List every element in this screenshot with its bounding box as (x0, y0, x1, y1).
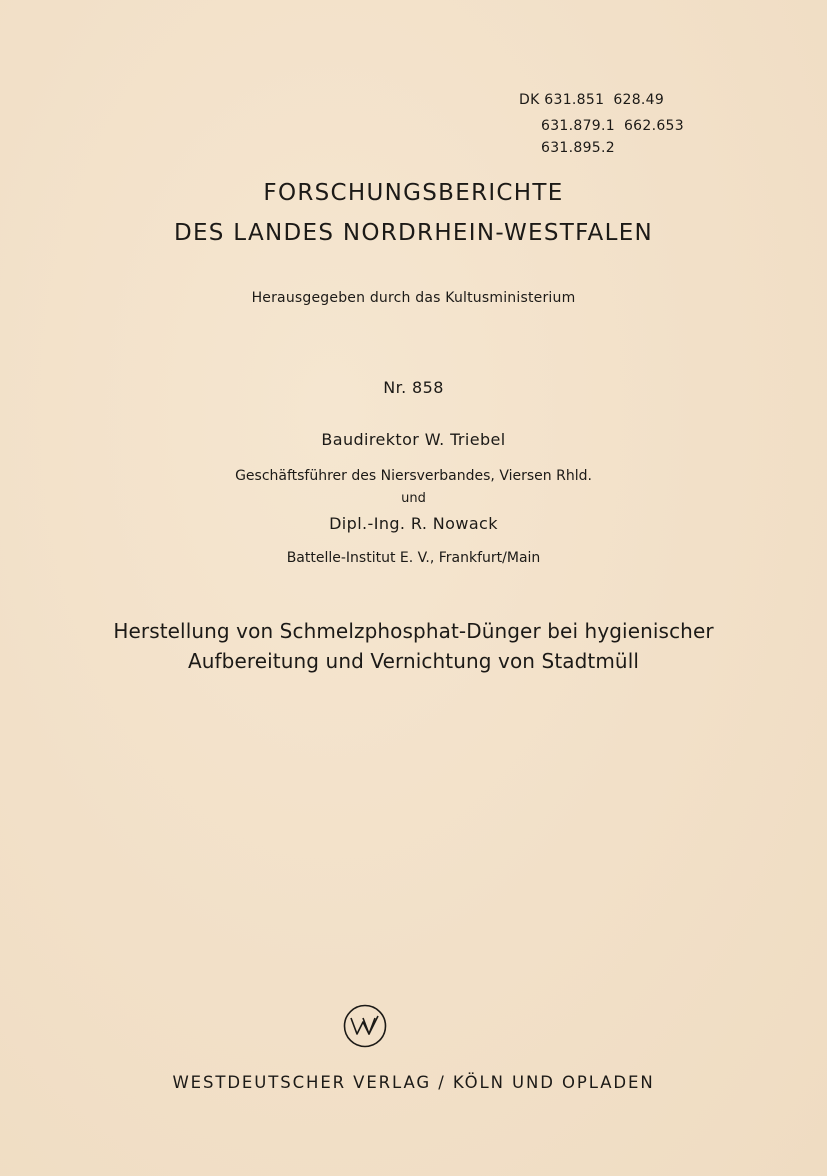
author-1-affiliation: Geschäftsführer des Niersverbandes, Viersen Rhld. (235, 468, 592, 484)
classification-line-3 (541, 140, 615, 156)
classification-code: 631.879.1 (541, 118, 615, 134)
publisher-imprint: WESTDEUTSCHER VERLAG / KÖLN UND OPLADEN (172, 1073, 655, 1092)
classification-code: 662.653 (623, 118, 684, 134)
author-conjunction: und (401, 491, 426, 506)
wv-monogram-logo (342, 1003, 388, 1049)
work-title-line-1: Herstellung von Schmelzphosphat-Dünger bei hygienischer (113, 619, 714, 643)
work-title-line-2: Aufbereitung und Vernichtung von Stadtmüll (187, 649, 640, 673)
author-2-affiliation: Battelle-Institut E. V., Frankfurt/Main (286, 550, 541, 566)
author-1-name: Baudirektor W. Triebel (321, 430, 506, 449)
series-title-line-2: DES LANDES NORDRHEIN-WESTFALEN (173, 220, 654, 246)
classification-line-1 (519, 92, 664, 108)
classification-code: DK 631.851 (519, 92, 605, 108)
author-2-name: Dipl.-Ing. R. Nowack (329, 514, 498, 533)
classification-line-2 (541, 118, 684, 134)
series-publisher: Herausgegeben durch das Kultusministerium (251, 290, 576, 306)
series-number: Nr. 858 (383, 378, 444, 397)
classification-code: 631.895.2 (541, 140, 615, 156)
series-title-line-1: FORSCHUNGSBERICHTE (263, 180, 564, 206)
classification-code: 628.49 (613, 92, 665, 108)
